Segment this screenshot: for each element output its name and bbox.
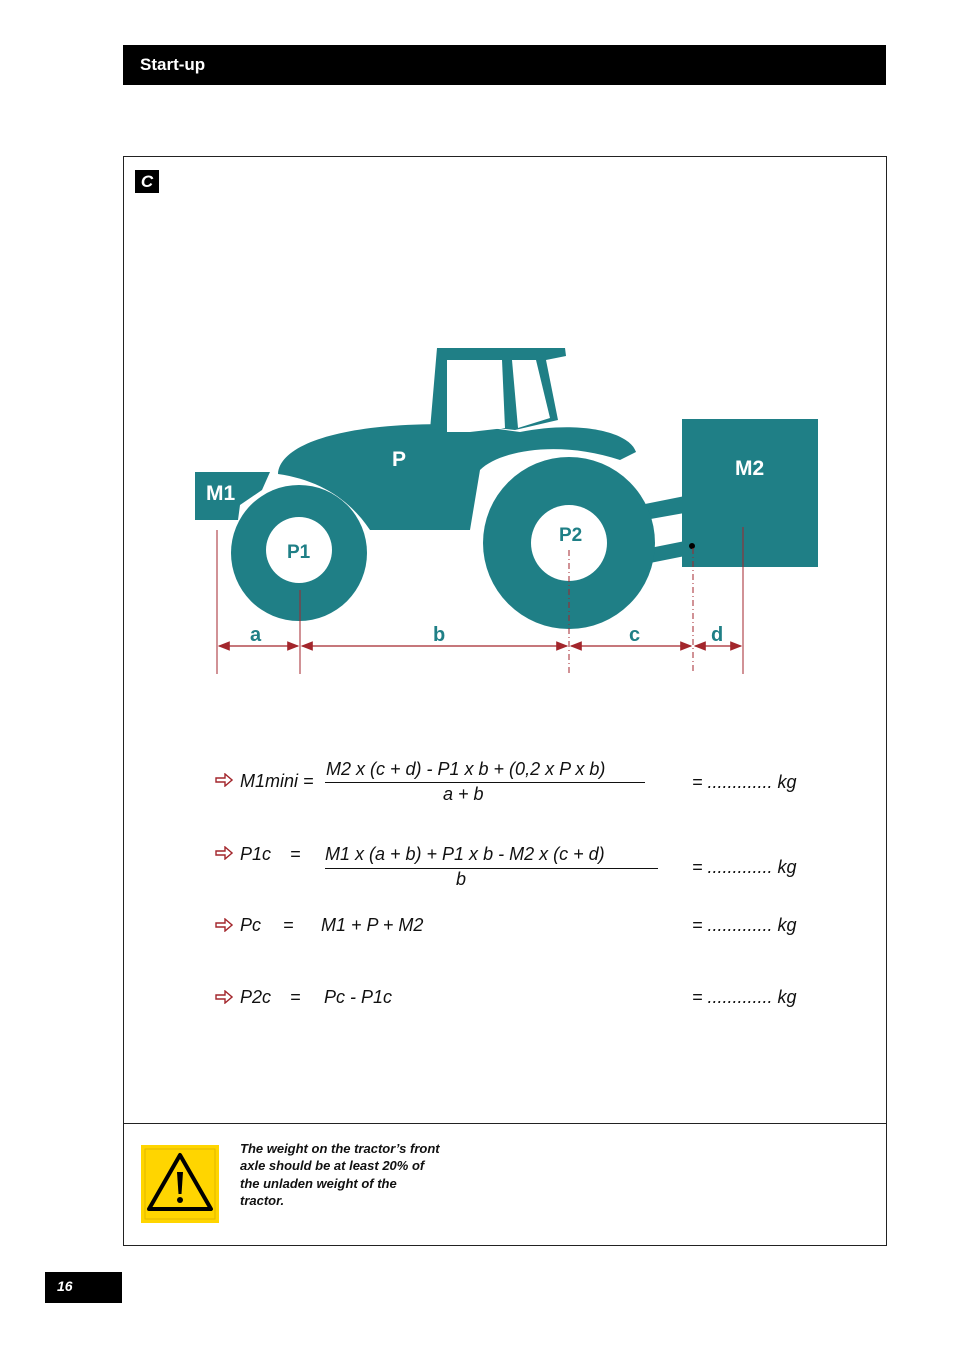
formula-2-fraction-line xyxy=(325,868,658,869)
formula-4-rhs: Pc - P1c xyxy=(324,987,393,1007)
label-m2: M2 xyxy=(735,457,765,480)
formula-4-equals: = xyxy=(290,987,301,1007)
page-header: Start-up xyxy=(123,45,886,85)
arrow-right-icon xyxy=(215,990,233,1004)
section-label: C xyxy=(135,170,159,193)
label-p1: P1 xyxy=(287,542,311,563)
warning-triangle-icon xyxy=(141,1145,219,1223)
distance-b: b xyxy=(433,624,446,646)
arrow-right-icon xyxy=(215,773,233,787)
label-p: P xyxy=(392,448,407,471)
distance-c: c xyxy=(629,624,641,646)
tractor-body xyxy=(195,348,818,629)
formula-3-equals: = xyxy=(283,915,294,935)
formula-3-lhs: Pc xyxy=(240,915,262,935)
formula-4-lhs: P2c xyxy=(240,987,272,1007)
page-number: 16 xyxy=(45,1272,122,1303)
distance-a: a xyxy=(250,624,262,646)
formula-2-numerator: M1 x (a + b) + P1 x b - M2 x (c + d) xyxy=(325,844,605,864)
formula-1-result: = ............. kg xyxy=(692,772,797,792)
formula-2-lhs: P1c xyxy=(240,844,272,864)
arrow-right-icon xyxy=(215,918,233,932)
warning-text: The weight on the tractor’s front axle should be at least 20% of the unladen weight of the tractor. xyxy=(240,1141,440,1208)
formula-1-fraction-line xyxy=(325,782,645,783)
frame-divider xyxy=(123,1123,887,1124)
label-p2: P2 xyxy=(559,525,583,546)
hitch-point xyxy=(689,543,695,549)
formula-3-rhs: M1 + P + M2 xyxy=(321,915,424,935)
formula-2-denominator: b xyxy=(456,869,467,889)
distance-d: d xyxy=(711,624,724,646)
formula-2-equals: = xyxy=(290,844,301,864)
formula-1-lhs: M1mini = xyxy=(240,771,314,791)
formula-4-result: = ............. kg xyxy=(692,987,797,1007)
formula-1-denominator: a + b xyxy=(443,784,484,804)
formula-1-numerator: M2 x (c + d) - P1 x b + (0,2 x P x b) xyxy=(326,759,606,779)
formula-2-result: = ............. kg xyxy=(692,857,797,877)
label-m1: M1 xyxy=(206,482,236,505)
formula-3-result: = ............. kg xyxy=(692,915,797,935)
arrow-right-icon xyxy=(215,846,233,860)
